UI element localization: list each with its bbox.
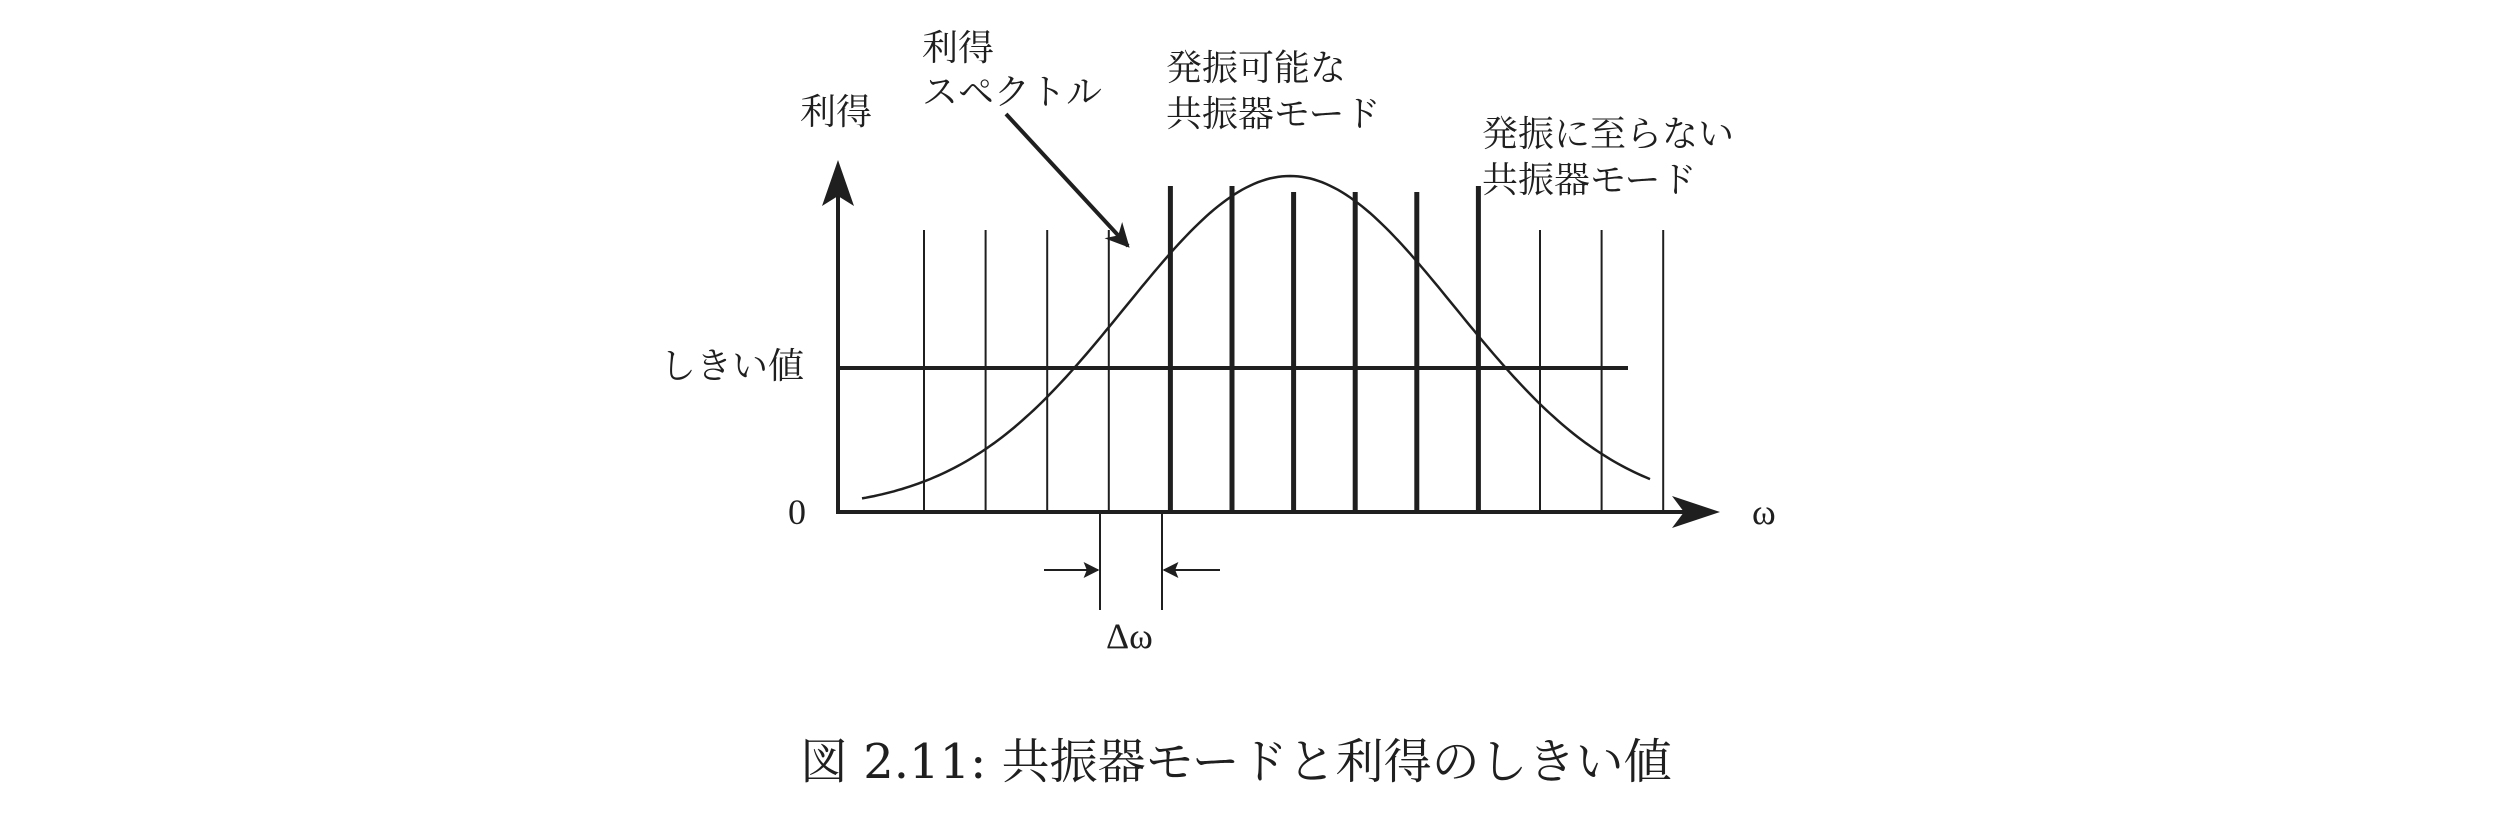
- origin-label: 0: [788, 492, 806, 532]
- figure-caption: 図 2.11: 共振器モードと利得のしきい値: [800, 734, 1672, 790]
- non-oscillating-modes-label-line2: 共振器モード: [1482, 160, 1697, 201]
- threshold-label: しきい値: [660, 346, 805, 387]
- mode-spacing-label: Δω: [1106, 616, 1153, 656]
- gain-spectrum-curve: [862, 176, 1650, 498]
- non-oscillating-modes-label-line1: 発振に至らない: [1482, 114, 1735, 155]
- oscillating-modes-label-line1: 発振可能な: [1166, 48, 1347, 89]
- gain-spectrum-label-line2: スペクトル: [922, 72, 1103, 113]
- x-axis-label: ω: [1752, 492, 1776, 532]
- resonator-modes: [924, 186, 1663, 512]
- gain-spectrum-pointer: [1006, 114, 1128, 246]
- oscillating-modes-label-line2: 共振器モード: [1166, 94, 1381, 135]
- gain-spectrum-label-line1: 利得: [922, 28, 995, 69]
- y-axis-label: 利得: [800, 92, 873, 133]
